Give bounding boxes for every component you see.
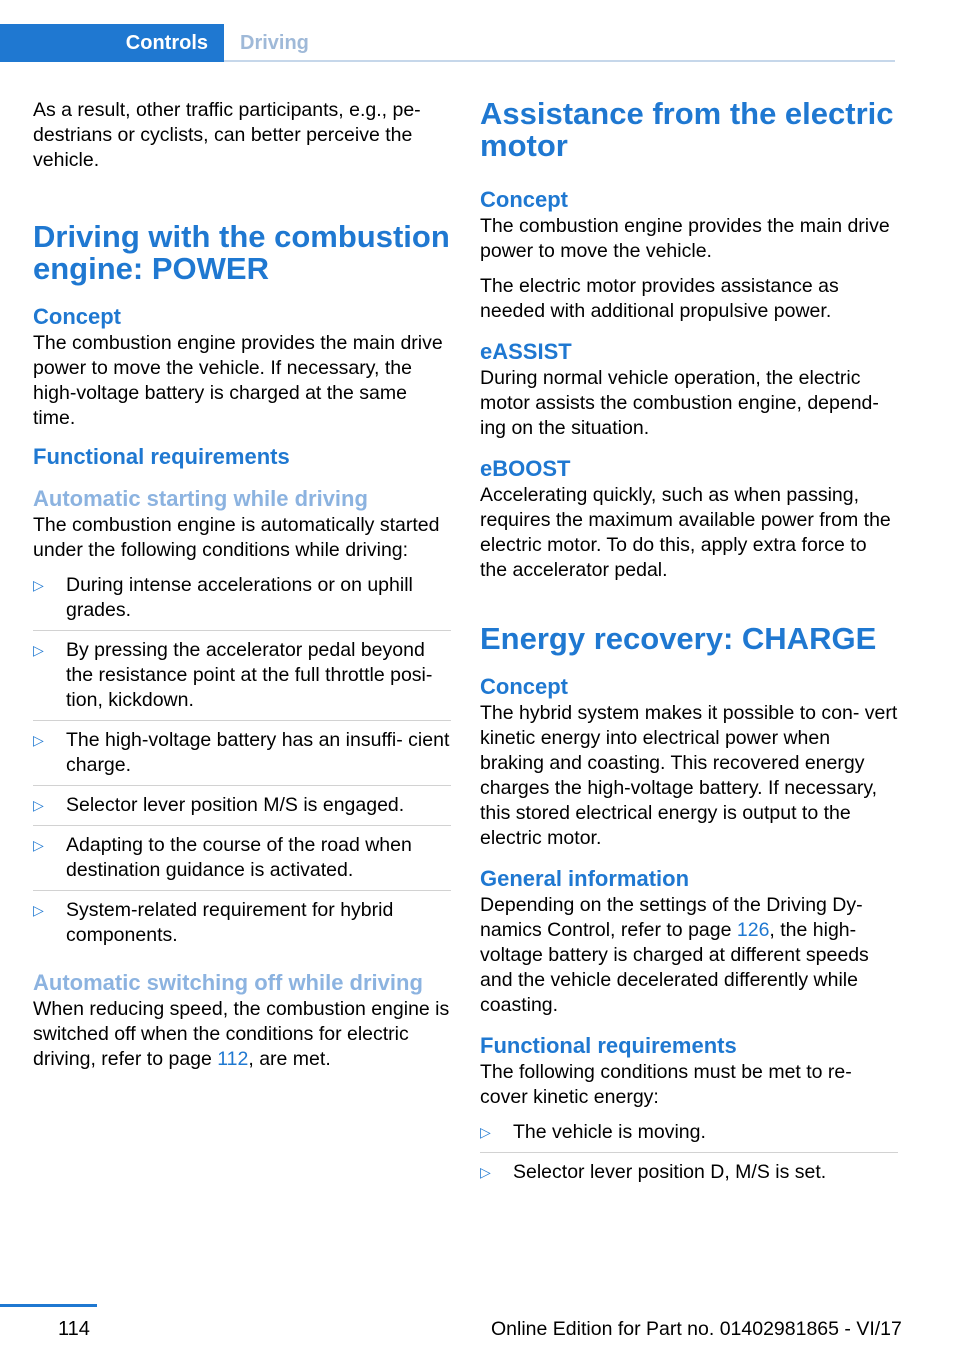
list-item: ▷ During intense accelerations or on uphill grades. <box>33 573 451 631</box>
heading-energy-recovery: Energy recovery: CHARGE <box>480 621 877 656</box>
page-link-126[interactable]: 126 <box>736 919 770 941</box>
heading-concept: Concept <box>33 304 121 329</box>
heading-general-information: General information <box>480 866 690 891</box>
auto-off-text: When reducing speed, the combustion engine is switched off when the conditions for electric driving, refer to page 112, are met. <box>33 998 450 1070</box>
triangle-bullet-icon: ▷ <box>480 1164 491 1180</box>
heading-power: Driving with the combustion engine: POWER <box>33 219 450 286</box>
concept-text-1: The combustion engine provides the main drive power to move the vehicle. <box>480 215 890 262</box>
triangle-bullet-icon: ▷ <box>33 902 44 918</box>
func-text: The following conditions must be met to re‐ cover kinetic energy: <box>480 1061 852 1108</box>
list-item: ▷ System-related requirement for hybrid components. <box>33 899 394 946</box>
list-item: ▷ Selector lever position D, M/S is set. <box>480 1161 827 1183</box>
triangle-bullet-icon: ▷ <box>33 577 44 593</box>
heading-concept-2: Concept <box>480 674 568 699</box>
auto-start-list <box>33 573 451 955</box>
heading-automatic-starting: Automatic starting while driving <box>33 486 368 511</box>
triangle-bullet-icon: ▷ <box>33 732 44 748</box>
list-item: ▷ The vehicle is moving. <box>480 1120 898 1153</box>
page-link-112[interactable]: 112 <box>217 1048 249 1070</box>
recover-conditions-list <box>480 1120 898 1192</box>
triangle-bullet-icon: ▷ <box>33 642 44 658</box>
triangle-bullet-icon: ▷ <box>480 1124 491 1140</box>
concept-text: The combustion engine provides the main drive power to move the vehicle. If necessary, the high-voltage battery is charged at the same time. <box>33 332 443 429</box>
list-item: ▷ Selector lever position M/S is engaged. <box>33 793 451 826</box>
header-tabs <box>0 24 895 62</box>
triangle-bullet-icon: ▷ <box>33 837 44 853</box>
eboost-text: Accelerating quickly, such as when passing, requires the maximum available power from the electric motor. To do this, apply extra force to the accelerator pedal. <box>480 484 891 581</box>
concept2-text: The hybrid system makes it possible to con‐ vert kinetic energy into electrical power when braking and coasting. This recovered energy charges the high-voltage battery. If necessary, this stored electrical energy is output to the electric motor. <box>480 702 898 849</box>
list-item: ▷ By pressing the accelerator pedal beyond the resistance point at the full throttle posi‐ tion, kickdown. <box>33 638 451 721</box>
right-column <box>480 98 898 1199</box>
general-text: Depending on the settings of the Driving Dy‐ namics Control, refer to page 126, the high- voltage battery is charged at different speeds and the vehicle decelerated differently while coasting. <box>480 894 869 1016</box>
list-item: ▷ The high-voltage battery has an insuffi‐ cient charge. <box>33 728 451 786</box>
auto-start-text: The combustion engine is automatically started under the following conditions while driving: <box>33 514 440 561</box>
heading-eboost: eBOOST <box>480 456 571 481</box>
tab-controls[interactable]: Controls <box>0 24 224 62</box>
triangle-bullet-icon: ▷ <box>33 797 44 813</box>
heading-concept: Concept <box>480 187 568 212</box>
tab-driving[interactable]: Driving <box>240 32 309 54</box>
heading-functional-requirements: Functional requirements <box>33 444 290 469</box>
tab-divider <box>224 60 895 62</box>
list-item: ▷ Adapting to the course of the road when destination guidance is activated. <box>33 833 451 891</box>
eassist-text: During normal vehicle operation, the electric motor assists the combustion engine, depend‐ ing on the situation. <box>480 367 879 439</box>
footer-accent-line <box>0 1304 97 1307</box>
heading-functional-requirements-2: Functional requirements <box>480 1033 737 1058</box>
page-number: 114 <box>58 1318 90 1340</box>
concept-text-2: The electric motor provides assistance as needed with additional propulsive power. <box>480 275 839 322</box>
left-column <box>33 98 451 1082</box>
edition-info: Online Edition for Part no. 01402981865 - VI/17 <box>491 1318 902 1340</box>
intro-text: As a result, other traffic participants, e.g., pe‐ destrians or cyclists, can better perceive the vehicle. <box>33 99 421 171</box>
heading-electric-motor: Assistance from the electric motor <box>480 96 894 163</box>
heading-eassist: eASSIST <box>480 339 572 364</box>
heading-automatic-switching-off: Automatic switching off while driving <box>33 970 423 995</box>
